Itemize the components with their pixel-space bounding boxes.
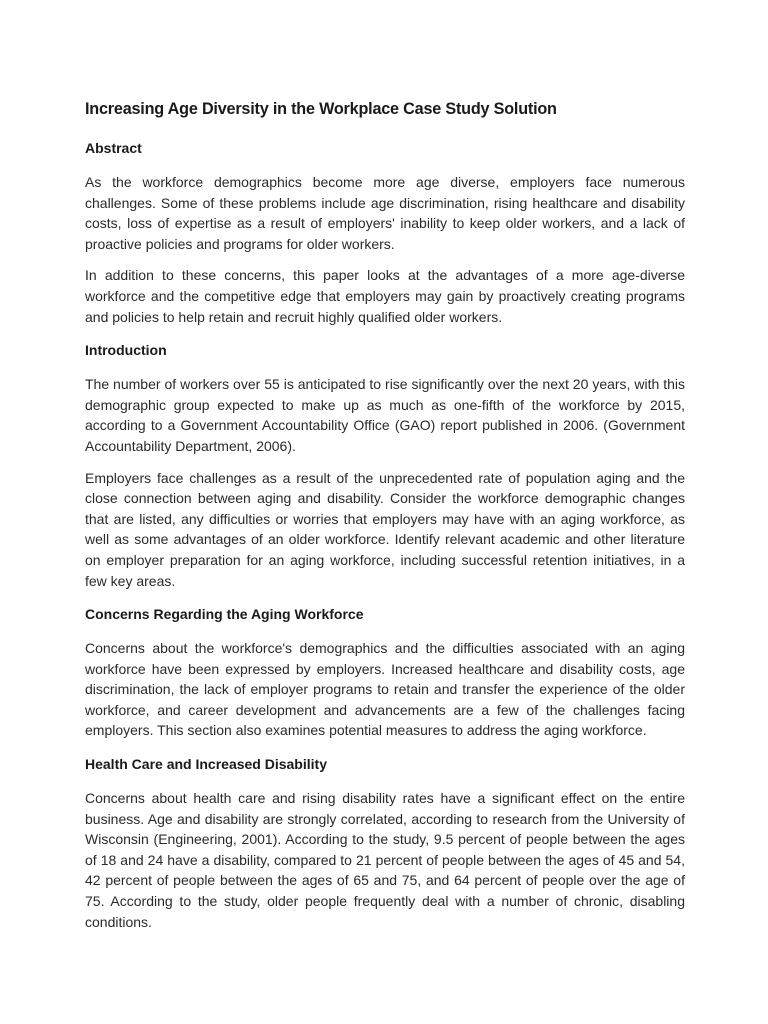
section-introduction bbox=[85, 340, 685, 591]
concerns-paragraph-1: Concerns about the workforce's demographics and the difficulties associated with an aging workforce have been expressed by employers. Increased healthcare and disability costs, age discrimination, the lack of employer programs to retain and transfer the experience of the older workforce, and career development and advancements are a few of the challenges facing employers. This section also examines potential measures to address the aging workforce. bbox=[85, 640, 685, 739]
section-heading-abstract: Abstract bbox=[85, 140, 142, 156]
section-heading-concerns: Concerns Regarding the Aging Workforce bbox=[85, 606, 364, 623]
abstract-paragraph-1: As the workforce demographics become more age diverse, employers face numerous challenges. Some of these problems include age discrimination, rising healthcare and disability costs, loss of expertise as a result of employers' inability to keep older workers, and a lack of proactive policies and programs for older workers. bbox=[85, 174, 685, 252]
section-heading-introduction: Introduction bbox=[85, 342, 167, 359]
document-page bbox=[85, 98, 685, 943]
section-abstract bbox=[85, 138, 685, 327]
section-heading-health-care: Health Care and Increased Disability bbox=[85, 756, 327, 773]
section-health-care-disability bbox=[85, 754, 685, 932]
document-title: Increasing Age Diversity in the Workplace Case Study Solution bbox=[85, 100, 557, 118]
health-care-paragraph-1: Concerns about health care and rising disability rates have a significant effect on the entire business. Age and disability are strongly correlated, according to research from the University of Wisconsin (Engineering, 2001). According to the study, 9.5 percent of people between the ages of 18 and 24 have a disability, compared to 21 percent of people between the ages of 45 and 54, 42 percent of people between the ages of 65 and 75, and 64 percent of people over the age of 75. According to the study, older people frequently deal with a number of chronic, disabling conditions. bbox=[85, 790, 685, 930]
introduction-paragraph-1: The number of workers over 55 is anticipated to rise significantly over the next 20 years, with this demographic group expected to make up as much as one-fifth of the workforce by 2015, according to a Government Accountability Office (GAO) report published in 2006. (Government Accountability Department, 2006). bbox=[85, 376, 685, 454]
abstract-paragraph-2: In addition to these concerns, this paper looks at the advantages of a more age-diverse workforce and the competitive edge that employers may gain by proactively creating programs and policies to help retain and recruit highly qualified older workers. bbox=[85, 267, 685, 325]
introduction-paragraph-2: Employers face challenges as a result of the unprecedented rate of population aging and the close connection between aging and disability. Consider the workforce demographic changes that are listed, any difficulties or worries that employers may have with an aging workforce, as well as some advantages of an older workforce. Identify relevant academic and other literature on employer preparation for an aging workforce, including successful retention initiatives, in a few key areas. bbox=[85, 469, 685, 589]
section-concerns-aging-workforce bbox=[85, 604, 685, 741]
